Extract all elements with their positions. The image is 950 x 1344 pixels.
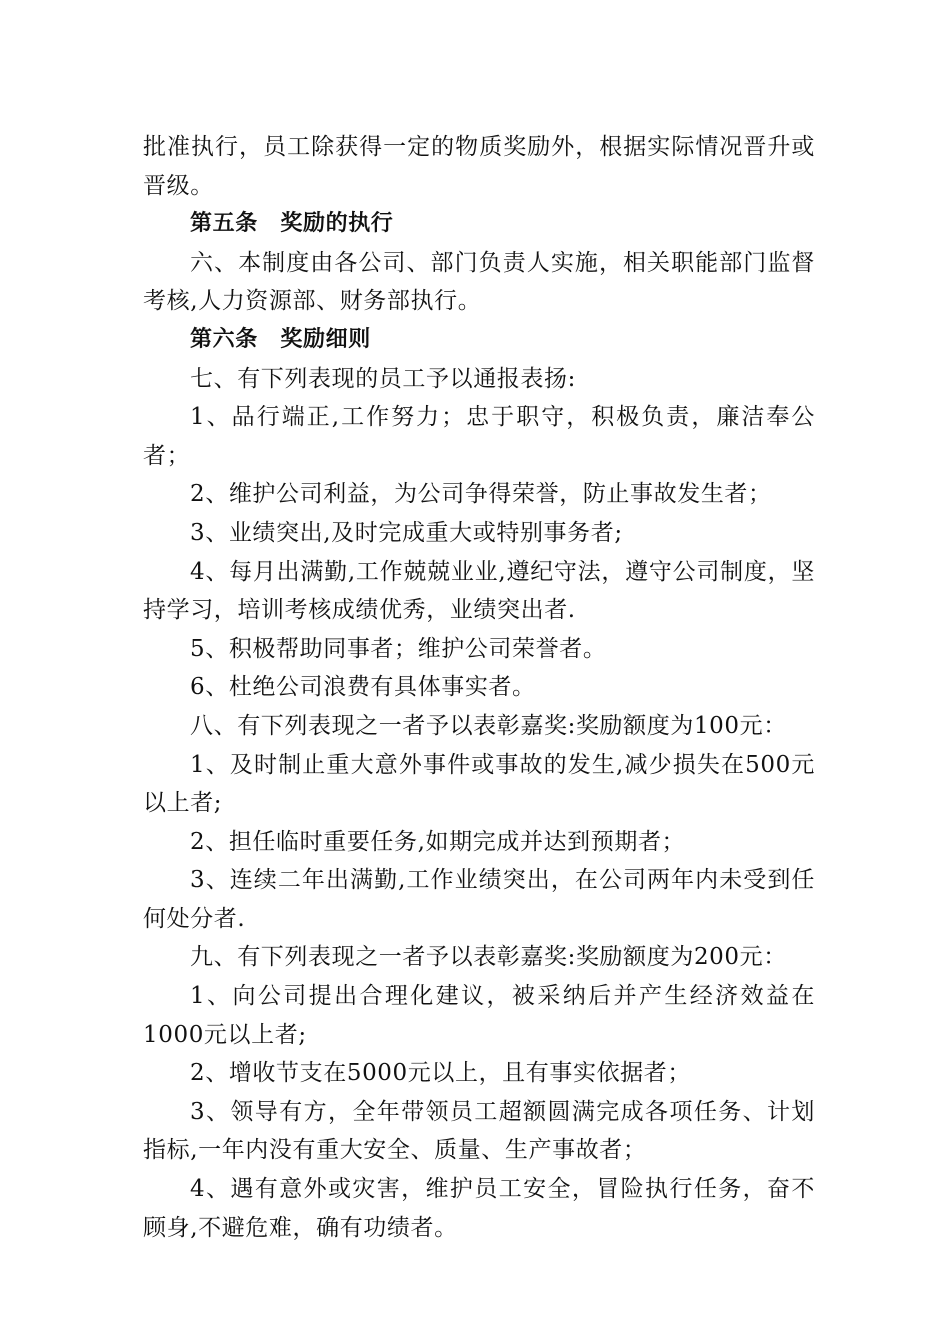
list-item: 3、领导有方，全年带领员工超额圆满完成各项任务、计划指标,一年内没有重大安全、质量、生产事故者； <box>143 1098 815 1164</box>
list-item: 1、及时制止重大意外事件或事故的发生,减少损失在500元以上者; <box>143 751 815 817</box>
list-item: 6、杜绝公司浪费有具体事实者。 <box>190 674 536 701</box>
list-item: 3、连续二年出满勤,工作业绩突出，在公司两年内未受到任何处分者. <box>143 867 815 932</box>
list-item: 2、增收节支在5000元以上，且有事实依据者； <box>190 1060 691 1087</box>
paragraph: 六、本制度由各公司、部门负责人实施，相关职能部门监督考核,人力资源部、财务部执行。 <box>143 249 815 315</box>
paragraph: 八、有下列表现之一者予以表彰嘉奖:奖励额度为100元： <box>190 712 787 739</box>
list-item: 4、每月出满勤,工作兢兢业业,遵纪守法，遵守公司制度，坚持学习，培训考核成绩优秀，业绩突出者. <box>143 558 815 624</box>
paragraph: 批准执行，员工除获得一定的物质奖励外，根据实际情况晋升或晋级。 <box>143 134 815 199</box>
list-item: 5、积极帮助同事者；维护公司荣誉者。 <box>190 635 607 662</box>
section-heading-article-5: 第五条 奖励的执行 <box>190 211 394 237</box>
document-body <box>143 128 815 1247</box>
list-item: 3、业绩突出,及时完成重大或特别事务者; <box>190 519 623 546</box>
paragraph: 九、有下列表现之一者予以表彰嘉奖:奖励额度为200元： <box>190 944 787 971</box>
list-item: 2、维护公司利益，为公司争得荣誉，防止事故发生者； <box>190 481 772 508</box>
list-item: 1、品行端正,工作努力；忠于职守，积极负责，廉洁奉公者； <box>143 404 815 469</box>
list-item: 2、担任临时重要任务,如期完成并达到预期者； <box>190 828 686 855</box>
list-item: 4、遇有意外或灾害，维护员工安全，冒险执行任务，奋不顾身,不避危难，确有功绩者。 <box>143 1176 815 1241</box>
section-heading-article-6: 第六条 奖励细则 <box>190 326 371 352</box>
paragraph: 七、有下列表现的员工予以通报表扬: <box>190 365 576 392</box>
list-item: 1、向公司提出合理化建议，被采纳后并产生经济效益在1000元以上者; <box>143 983 815 1048</box>
